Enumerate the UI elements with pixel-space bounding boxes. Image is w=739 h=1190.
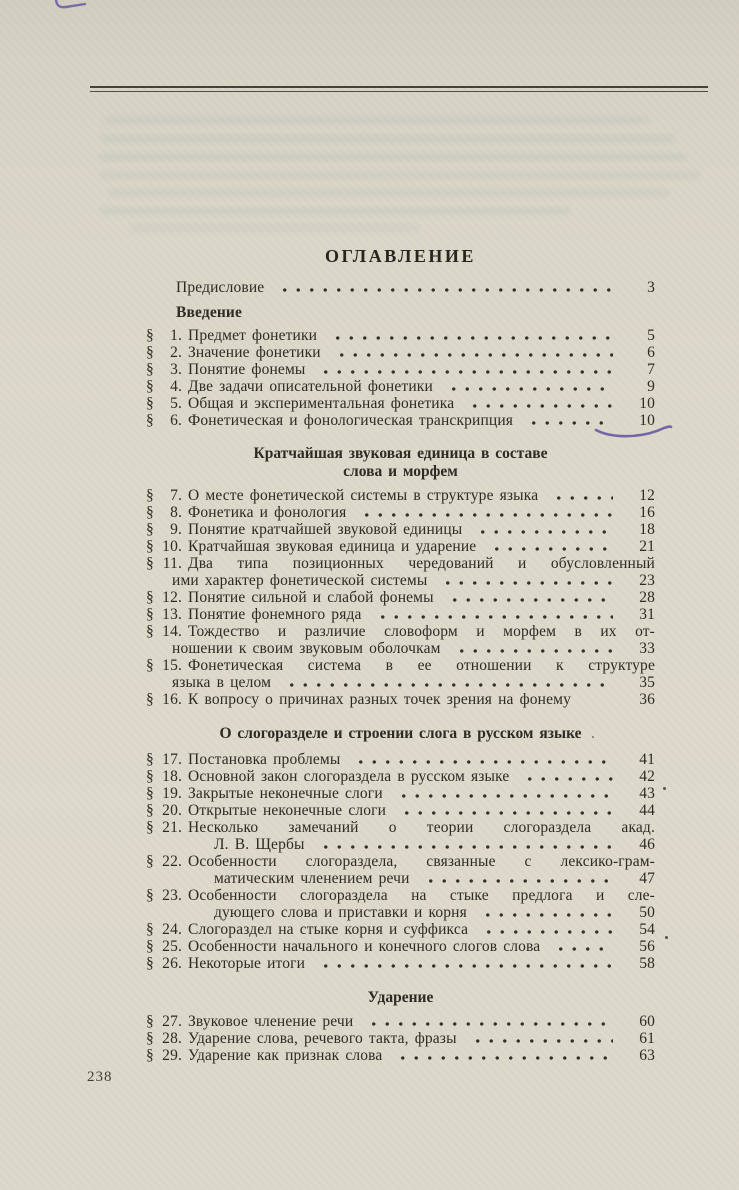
entry-label	[146, 921, 188, 938]
entry-number: 12.	[162, 589, 182, 606]
entry-number: 6.	[170, 412, 182, 429]
section-sign: §	[146, 327, 154, 344]
entry-number: 16.	[162, 691, 182, 708]
section-heading-line: Кратчайшая звуковая единица в составе	[253, 445, 548, 462]
dot-leader	[283, 674, 613, 691]
toc-entry	[146, 691, 655, 708]
section-sign: §	[146, 887, 154, 904]
ghost-line	[97, 153, 687, 161]
dot-leader	[583, 691, 613, 708]
entry-title: языка в целом	[172, 674, 272, 691]
entry-number: 2.	[170, 344, 182, 361]
entry-page-number: 58	[639, 955, 655, 972]
entry-number: 17.	[162, 751, 182, 768]
entry-label	[146, 657, 188, 674]
entry-label	[146, 751, 188, 768]
toc-entry	[146, 555, 655, 572]
entry-title: Л. В. Щербы	[214, 836, 305, 853]
entry-label	[146, 555, 188, 572]
entry-label	[146, 378, 188, 395]
entry-number: 21.	[162, 819, 182, 836]
toc-entry	[146, 378, 655, 395]
dot-leader	[453, 640, 613, 657]
toc-entry	[146, 674, 655, 691]
entry-number: 14.	[162, 623, 182, 640]
dot-leader	[445, 378, 613, 395]
dot-leader	[552, 938, 613, 955]
section-sign: §	[146, 412, 154, 429]
section-sign: §	[146, 344, 154, 361]
section-sign: §	[146, 657, 154, 674]
entry-number: 3.	[170, 361, 182, 378]
section-sign: §	[146, 378, 154, 395]
toc-entry	[146, 344, 655, 361]
entry-title: Особенности слогораздела, связанные с лексико-грам-	[188, 853, 655, 870]
dot-leader	[395, 785, 613, 802]
entry-title: матическим членением речи	[214, 870, 410, 887]
entry-title: К вопросу о причинах разных точек зрения на фонему	[188, 691, 572, 708]
entry-label	[146, 691, 188, 708]
entry-number: 26.	[162, 955, 182, 972]
toc-title: ОГЛАВЛЕНИЕ	[325, 246, 476, 266]
entry-page-number: 6	[647, 344, 655, 361]
ghost-line	[109, 189, 669, 197]
dot-leader	[398, 802, 613, 819]
entry-title: Понятие фонемного ряда	[188, 606, 362, 623]
entry-title: Общая и экспериментальная фонетика	[188, 395, 455, 412]
toc-entry	[146, 955, 655, 972]
section-sign: §	[146, 938, 154, 955]
section-sign: §	[146, 555, 154, 572]
toc-entry	[146, 870, 655, 887]
section-sign: §	[146, 504, 154, 521]
section-sign: §	[146, 589, 154, 606]
dot-leader	[276, 279, 613, 296]
dot-leader	[374, 606, 613, 623]
section-sign: §	[146, 768, 154, 785]
toc-entry	[146, 819, 655, 836]
entry-page-number: 56	[639, 938, 655, 955]
toc-entry	[146, 768, 655, 785]
toc-entry	[146, 1047, 655, 1064]
toc-entry	[146, 836, 655, 853]
entry-page-number: 60	[639, 1013, 655, 1030]
dot-leader	[439, 572, 613, 589]
entry-page-number: 54	[639, 921, 655, 938]
ghost-line	[100, 135, 675, 143]
entry-number: 27.	[162, 1013, 182, 1030]
toc-entry	[146, 504, 655, 521]
entry-number: 13.	[162, 606, 182, 623]
entry-title: Особенности начального и конечного слогов слова	[188, 938, 541, 955]
dot-leader	[352, 751, 613, 768]
entry-page-number: 28	[639, 589, 655, 606]
toc-entry	[146, 921, 655, 938]
toc-entry	[146, 623, 655, 640]
entry-page-number: 21	[639, 538, 655, 555]
entry-number: 1.	[170, 327, 182, 344]
toc-section-heading	[146, 989, 655, 1007]
entry-label	[146, 1013, 188, 1030]
section-sign: §	[146, 1013, 154, 1030]
entry-number: 24.	[162, 921, 182, 938]
entry-title: Ударение слова, речевого такта, фразы	[188, 1030, 457, 1047]
entry-number: 28.	[162, 1030, 182, 1047]
entry-page-number: 18	[639, 521, 655, 538]
section-sign: §	[146, 1030, 154, 1047]
entry-label	[146, 623, 188, 640]
entry-label	[146, 589, 188, 606]
section-sign: §	[146, 819, 154, 836]
entry-title: Предисловие	[176, 279, 265, 296]
entry-number: 7.	[170, 487, 182, 504]
section-sign: §	[146, 538, 154, 555]
toc-entry	[146, 412, 655, 429]
section-sign: §	[146, 1047, 154, 1064]
entry-page-number: 16	[639, 504, 655, 521]
entry-page-number: 42	[639, 768, 655, 785]
entry-page-number: 47	[639, 870, 655, 887]
toc-entry	[146, 887, 655, 904]
entry-page-number: 63	[639, 1047, 655, 1064]
section-heading-line: О слогоразделе и строении слога в русском языке	[219, 725, 582, 742]
toc-entry	[146, 904, 655, 921]
dot-leader	[550, 487, 613, 504]
page-folio: 238	[87, 1069, 113, 1085]
section-heading-line: слова и морфем	[343, 463, 458, 480]
entry-number: 18.	[162, 768, 182, 785]
pen-underline-stroke	[596, 427, 671, 437]
entry-title: Тождество и различие словоформ и морфем в их от-	[188, 623, 655, 640]
entry-title: Фонетическая система в ее отношении к структуре	[188, 657, 655, 674]
section-sign: §	[146, 955, 154, 972]
entry-title: Основной закон слогораздела в русском языке	[188, 768, 510, 785]
section-sign: §	[146, 606, 154, 623]
toc-entry	[146, 938, 655, 955]
entry-title: Ударение как признак слова	[188, 1047, 383, 1064]
section-heading-line: Ударение	[367, 989, 434, 1006]
section-sign: §	[146, 487, 154, 504]
entry-page-number: 46	[639, 836, 655, 853]
dot-leader	[446, 589, 613, 606]
entry-title: Закрытые неконечные слоги	[188, 785, 383, 802]
entry-number: 20.	[162, 802, 182, 819]
toc-entry	[146, 802, 655, 819]
dot-leader	[317, 955, 613, 972]
dot-leader	[329, 327, 613, 344]
pen-underline-mark	[591, 421, 675, 445]
dot-leader	[365, 1013, 613, 1030]
entry-page-number: 61	[639, 1030, 655, 1047]
dot-leader	[521, 768, 613, 785]
dot-leader	[422, 870, 613, 887]
entry-page-number: 33	[639, 640, 655, 657]
entry-title: Кратчайшая звуковая единица и ударение	[188, 538, 477, 555]
entry-number: 22.	[162, 853, 182, 870]
entry-page-number: 44	[639, 802, 655, 819]
toc-entry	[146, 1013, 655, 1030]
entry-page-number: 10	[639, 412, 655, 429]
toc-entry	[146, 1030, 655, 1047]
dot-leader	[358, 504, 613, 521]
ghost-line	[100, 207, 570, 215]
entry-label	[146, 606, 188, 623]
entry-title: Звуковое членение речи	[188, 1013, 354, 1030]
entry-title: Фонетика и фонология	[188, 504, 347, 521]
dot-leader	[333, 344, 613, 361]
subsection-heading-text: Введение	[176, 304, 243, 321]
entry-page-number: 36	[639, 691, 655, 708]
entry-page-number: 3	[647, 279, 655, 296]
toc-entry	[146, 361, 655, 378]
top-double-rule	[90, 86, 708, 92]
entry-label	[146, 361, 188, 378]
toc-entry	[146, 853, 655, 870]
entry-title: Слогораздел на стыке корня и суффикса	[188, 921, 469, 938]
entry-page-number: 5	[647, 327, 655, 344]
dot-leader	[469, 1030, 613, 1047]
entry-label	[146, 395, 188, 412]
ink-stamp-stroke	[56, 0, 85, 7]
entry-label	[146, 538, 188, 555]
entry-label	[146, 938, 188, 955]
entry-title: Открытые неконечные слоги	[188, 802, 387, 819]
entry-title: Фонетическая и фонологическая транскрипция	[188, 412, 514, 429]
entry-title: ношении к своим звуковым оболочкам	[172, 640, 441, 657]
entry-number: 19.	[162, 785, 182, 802]
entry-label	[146, 802, 188, 819]
entry-number: 15.	[162, 657, 182, 674]
section-sign: §	[146, 691, 154, 708]
entry-page-number: 31	[639, 606, 655, 623]
toc-entry	[146, 640, 655, 657]
entry-number: 4.	[170, 378, 182, 395]
section-sign: §	[146, 802, 154, 819]
toc-entry	[146, 521, 655, 538]
entry-label	[146, 785, 188, 802]
entry-page-number: 50	[639, 904, 655, 921]
entry-label	[146, 853, 188, 870]
toc-entry	[146, 279, 655, 296]
entry-title: Особенности слогораздела на стыке предлога и сле-	[188, 887, 655, 904]
dot-leader	[317, 361, 613, 378]
ink-speck	[592, 736, 594, 738]
entry-title: Постановка проблемы	[188, 751, 341, 768]
entry-title: Две задачи описательной фонетики	[188, 378, 433, 395]
entry-title: Понятие фонемы	[188, 361, 306, 378]
section-sign: §	[146, 361, 154, 378]
entry-label	[146, 1030, 188, 1047]
entry-page-number: 12	[639, 487, 655, 504]
section-sign: §	[146, 785, 154, 802]
entry-label	[146, 819, 188, 836]
entry-page-number: 41	[639, 751, 655, 768]
entry-label	[146, 344, 188, 361]
toc-entry	[146, 657, 655, 674]
toc-entry	[146, 538, 655, 555]
toc-entry	[146, 395, 655, 412]
ink-stamp-mark	[52, 0, 96, 14]
entry-title: Значение фонетики	[188, 344, 321, 361]
section-sign: §	[146, 921, 154, 938]
section-sign: §	[146, 853, 154, 870]
entry-number: 9.	[170, 521, 182, 538]
toc-entry	[146, 589, 655, 606]
entry-number: 23.	[162, 887, 182, 904]
entry-page-number: 7	[647, 361, 655, 378]
ink-speck	[663, 787, 666, 790]
entry-title: дующего слова и приставки и корня	[214, 904, 467, 921]
toc-list	[146, 279, 655, 1064]
dot-leader	[479, 904, 613, 921]
toc-subsection-heading	[176, 304, 655, 321]
entry-number: 25.	[162, 938, 182, 955]
entry-title: Два типа позиционных чередований и обусловленный	[188, 555, 655, 572]
ghost-line	[104, 116, 649, 124]
ghost-line	[130, 224, 420, 232]
section-sign: §	[146, 751, 154, 768]
entry-page-number: 23	[639, 572, 655, 589]
entry-label	[146, 768, 188, 785]
entry-page-number: 35	[639, 674, 655, 691]
entry-label	[146, 412, 188, 429]
ghost-line	[101, 171, 699, 179]
entry-page-number: 10	[639, 395, 655, 412]
entry-title: О месте фонетической системы в структуре языка	[188, 487, 539, 504]
entry-title: Предмет фонетики	[188, 327, 318, 344]
entry-title: Несколько замечаний о теории слогораздела акад.	[188, 819, 655, 836]
entry-label	[146, 521, 188, 538]
dot-leader	[480, 921, 613, 938]
entry-label	[146, 504, 188, 521]
entry-page-number: 9	[647, 378, 655, 395]
toc-section-heading	[146, 445, 655, 481]
toc-entry	[146, 487, 655, 504]
entry-label	[146, 327, 188, 344]
entry-number: 10.	[162, 538, 182, 555]
dot-leader	[466, 395, 613, 412]
entry-label	[146, 1047, 188, 1064]
entry-label	[146, 955, 188, 972]
dot-leader	[488, 538, 613, 555]
section-sign: §	[146, 395, 154, 412]
toc-entry	[146, 785, 655, 802]
section-sign: §	[146, 623, 154, 640]
section-sign: §	[146, 521, 154, 538]
entry-number: 5.	[170, 395, 182, 412]
entry-number: 29.	[162, 1047, 182, 1064]
entry-title: Понятие сильной и слабой фонемы	[188, 589, 434, 606]
toc-entry	[146, 751, 655, 768]
entry-page-number: 43	[639, 785, 655, 802]
entry-label	[146, 887, 188, 904]
toc-entry	[146, 606, 655, 623]
dot-leader	[474, 521, 613, 538]
entry-label	[146, 487, 188, 504]
entry-title: Некоторые итоги	[188, 955, 306, 972]
entry-number: 11.	[162, 555, 182, 572]
toc-entry	[146, 327, 655, 344]
dot-leader	[394, 1047, 613, 1064]
entry-title: ими характер фонетической системы	[172, 572, 428, 589]
toc-section-heading	[146, 725, 655, 743]
dot-leader	[317, 836, 613, 853]
entry-number: 8.	[170, 504, 182, 521]
entry-title: Понятие кратчайшей звуковой единицы	[188, 521, 463, 538]
ink-speck	[665, 936, 668, 939]
toc-entry	[146, 572, 655, 589]
